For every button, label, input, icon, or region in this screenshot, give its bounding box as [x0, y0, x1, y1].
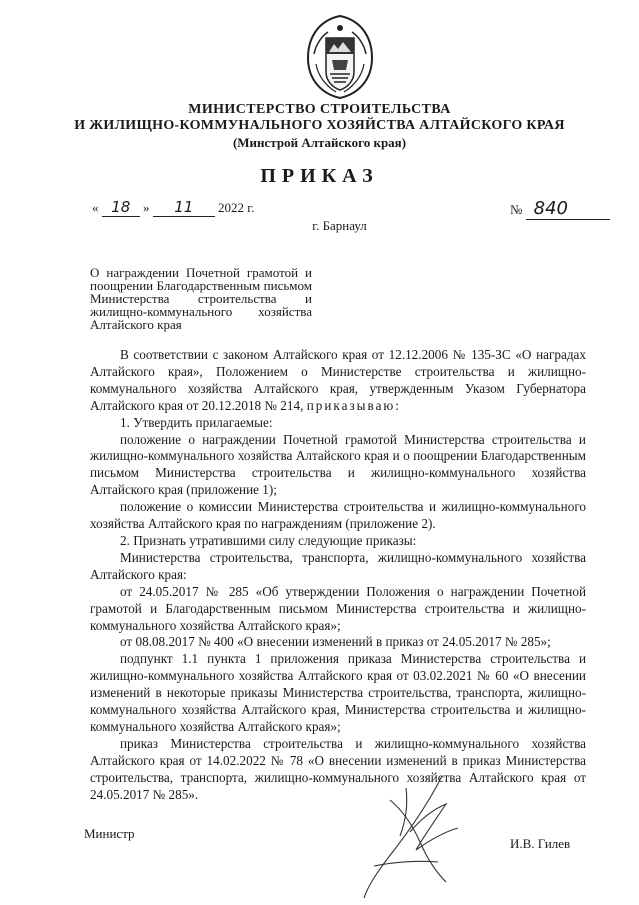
paragraph-order-285: от 24.05.2017 № 285 «Об утверждении Положения о награждении Почетной грамотой и Благодарственным письмом Министерства строительства и жилищно-коммунального хозяйства Алтайского края»;: [90, 583, 586, 633]
document-number: [510, 198, 610, 220]
date-month-handwritten: 11: [153, 198, 215, 217]
document-title: ПРИКАЗ: [260, 165, 379, 187]
paragraph-ministry: Министерства строительства, транспорта, жилищно-коммунального хозяйства Алтайского края:: [90, 549, 586, 582]
signatory-name: И.В. Гилев: [510, 836, 571, 851]
paragraph-regulation-2: положение о комиссии Министерства строительства и жилищно-коммунального хозяйства Алтайского края по награждениям (приложение 2).: [90, 499, 586, 532]
paragraph-item-1: 1. Утвердить прилагаемые:: [120, 414, 273, 430]
paragraph-order-60: подпункт 1.1 пункта 1 приложения приказа Министерства строительства и жилищно-коммунального хозяйства Алтайского края от 03.02.2021 № 60 «О внесении изменений в некоторые приказы Министерства строительства, транспорта, жилищно-коммунального хозяйства Алтайского края, Министерства строительства и жилищно-коммунального хозяйства Алтайского края»;: [90, 651, 586, 734]
ministry-short-name: (Минстрой Алтайского края): [232, 135, 407, 150]
document-city: г. Барнаул: [312, 218, 367, 233]
date-year: 2022 г.: [218, 200, 255, 215]
number-label: №: [510, 202, 523, 217]
paragraph-order-78: приказ Министерства строительства и жилищно-коммунального хозяйства Алтайского края от 14.02.2022 № 78 «О внесении изменений в приказ Министерства строительства, транспорта, жилищно-коммунального хозяйства Алтайского края от 24.05.2017 № 285».: [90, 735, 586, 802]
coat-of-arms-emblem: [302, 14, 378, 100]
paragraph-order-400: от 08.08.2017 № 400 «О внесении изменений в приказ от 24.05.2017 № 285»;: [120, 634, 551, 650]
order-body: [90, 347, 586, 803]
paragraph-regulation-1: положение о награждении Почетной грамотой Министерства строительства и жилищно-коммунального хозяйства Алтайского края и о поощрении Благодарственным письмом Министерства строительства и жилищно-коммунального хозяйства Алтайского края (приложение 1);: [90, 431, 586, 498]
date-day-handwritten: 18: [102, 198, 140, 217]
signatory-position: Министр: [84, 826, 135, 841]
number-handwritten: 840: [526, 198, 610, 220]
order-subject: О награждении Почетной грамотой и поощрении Благодарственным письмом Министерства строительства и жилищно-коммунального хозяйства Алтайского края: [90, 265, 312, 332]
order-keyword: приказываю:: [306, 397, 401, 413]
preamble-text: В соответствии с законом Алтайского края от 12.12.2006 № 135-ЗС «О наградах Алтайского края», Положением о Министерстве строительства и жилищно-коммунального хозяйства Алтайского края, утвержденным Указом Губернатора Алтайского края от 20.12.2018 № 214,: [90, 347, 586, 413]
ministry-name-line2: И ЖИЛИЩНО-КОММУНАЛЬНОГО ХОЗЯЙСТВА АЛТАЙСКОГО КРАЯ: [74, 118, 565, 133]
date-close-quote: »: [143, 200, 150, 215]
ministry-name-line1: МИНИСТЕРСТВО СТРОИТЕЛЬСТВА: [188, 102, 451, 117]
paragraph-preamble: [90, 347, 586, 415]
date-open-quote: «: [92, 200, 99, 215]
document-date: [92, 198, 254, 217]
handwritten-signature: [350, 770, 480, 905]
paragraph-item-2: 2. Признать утратившими силу следующие приказы:: [120, 532, 417, 548]
